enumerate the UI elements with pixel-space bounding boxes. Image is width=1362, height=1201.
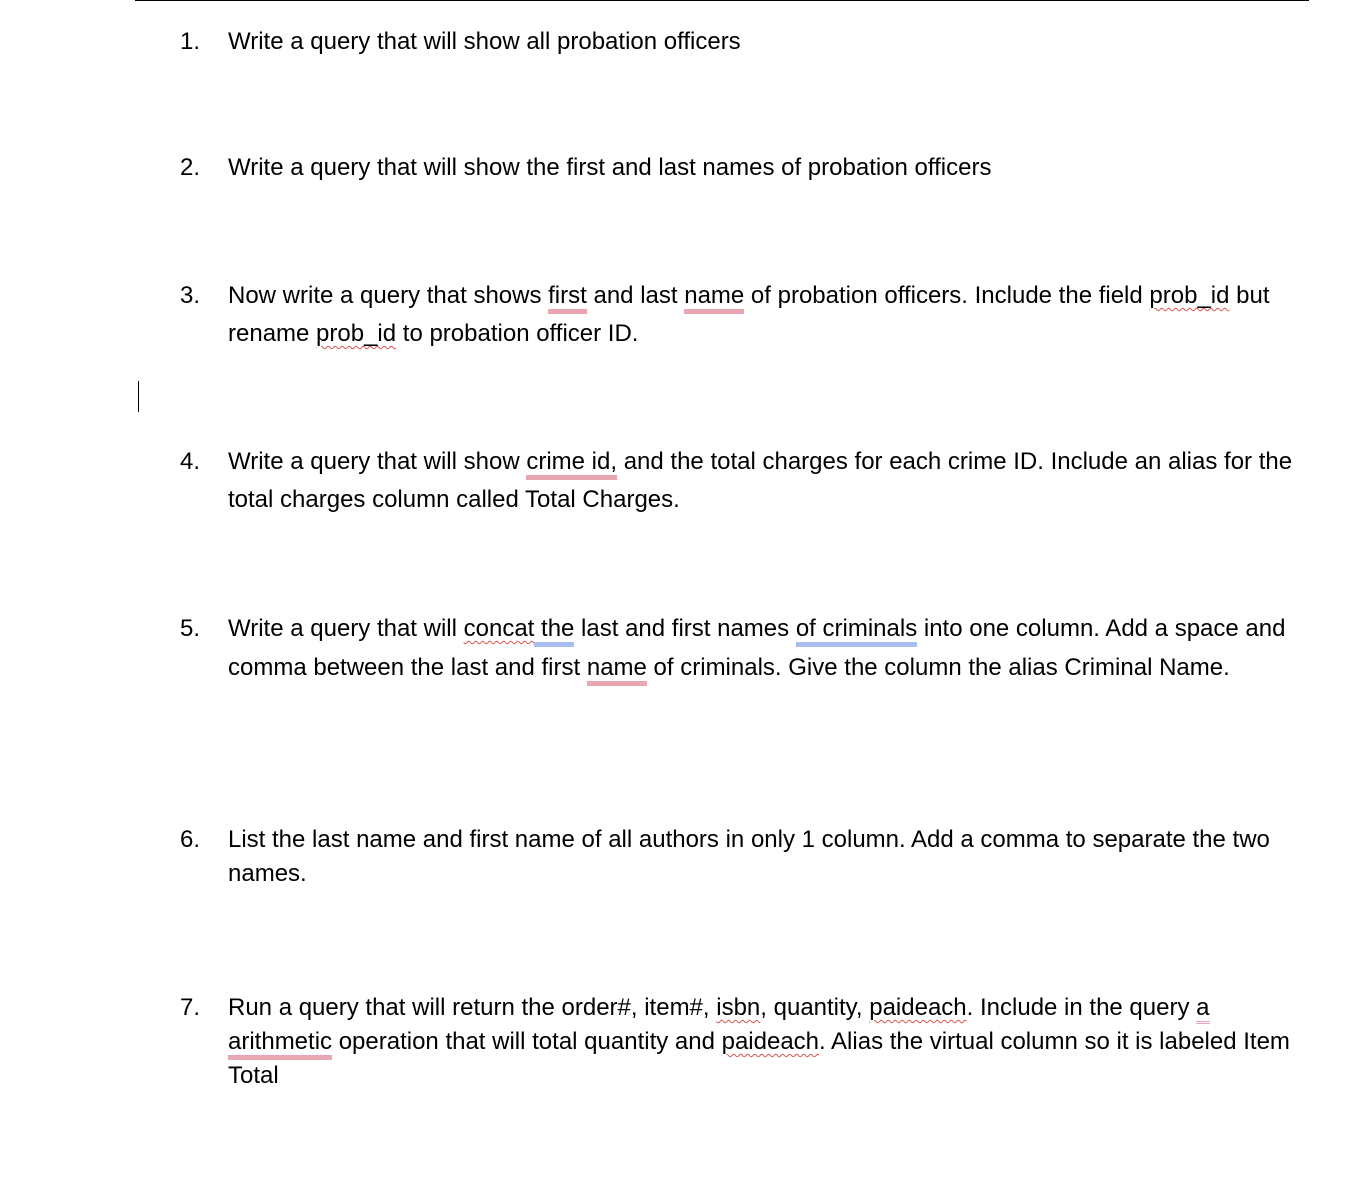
grammar-mark[interactable]: , — [610, 448, 617, 480]
grammar-mark[interactable]: arithmetic — [228, 1028, 332, 1060]
grammar-mark[interactable]: of criminals — [796, 615, 917, 647]
list-number: 7. — [180, 994, 201, 1021]
list-text: Write a query that will concat the last and first names of criminals into one column. Add a space and comma between the last and first name of criminals. Give the column the alias Criminal Name. — [228, 609, 1310, 687]
list-text: List the last name and first name of all authors in only 1 column. Add a comma to separate the two names. — [228, 826, 1270, 887]
grammar-mark[interactable]: crime id — [526, 448, 610, 480]
spelling-mark[interactable]: prob_id — [1149, 282, 1230, 309]
spelling-mark[interactable]: paideach — [721, 1028, 820, 1055]
spelling-mark[interactable]: concat — [463, 615, 535, 642]
text-cursor — [138, 381, 139, 412]
list-number: 3. — [180, 282, 201, 309]
list-text: Write a query that will show crime id, and the total charges for each crime ID. Include an alias for the total charges column called Total Charges. — [228, 448, 1293, 513]
list-number: 1. — [180, 28, 201, 55]
list-number: 5. — [180, 615, 201, 642]
grammar-mark[interactable]: the — [534, 615, 574, 647]
grammar-mark[interactable]: name — [587, 654, 647, 686]
list-text: Write a query that will show all probation officers — [228, 28, 741, 55]
grammar-mark[interactable]: first — [548, 282, 587, 314]
spelling-mark[interactable]: isbn — [716, 994, 761, 1021]
list-text: Run a query that will return the order#, item#, isbn, quantity, paideach. Include in the query a arithmetic operation that will total quantity and paideach. Alias the virtual column so it is labeled Item Total — [228, 994, 1290, 1089]
list-text: Write a query that will show the first and last names of probation officers — [228, 154, 992, 181]
grammar-mark[interactable]: name — [684, 282, 744, 314]
spelling-mark[interactable]: prob_id — [316, 320, 397, 347]
grammar-mark[interactable]: a — [1196, 994, 1209, 1024]
list-text: Now write a query that shows first and last name of probation officers. Include the field prob_id but rename prob_id to probation officer ID. — [228, 282, 1270, 347]
list-number: 2. — [180, 154, 201, 181]
spelling-mark[interactable]: paideach — [869, 994, 967, 1021]
list-number: 6. — [180, 826, 201, 853]
top-rule — [135, 0, 1309, 1]
list-number: 4. — [180, 448, 201, 475]
